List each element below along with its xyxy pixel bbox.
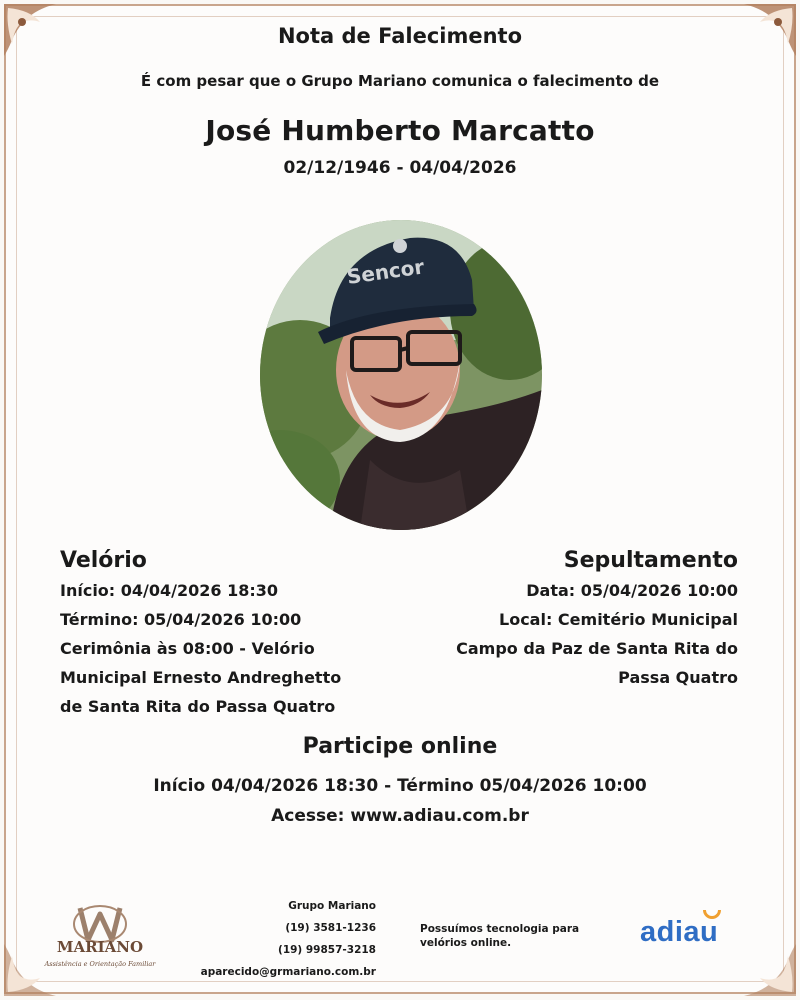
burial-location-line: Campo da Paz de Santa Rita do [456, 639, 738, 658]
burial-title: Sepultamento [563, 548, 738, 573]
adiau-logo-text: adia [640, 916, 701, 948]
page-title: Nota de Falecimento [277, 24, 523, 48]
footer-company: Grupo Mariano [288, 900, 376, 912]
online-times: Início 04/04/2026 18:30 - Término 05/04/2026 10:00 [153, 776, 647, 796]
footer-phone[interactable]: (19) 3581-1236 [285, 922, 376, 934]
burial-date: Data: 05/04/2026 10:00 [526, 581, 738, 600]
footer-email[interactable]: aparecido@grmariano.com.br [200, 966, 376, 978]
adiau-logo-u: u [700, 916, 719, 948]
life-dates: 02/12/1946 - 04/04/2026 [283, 158, 517, 178]
wake-ceremony-line: Cerimônia às 08:00 - Velório [60, 639, 315, 658]
cap-logo-text: Sencor [345, 254, 426, 289]
tech-note-line: Possuímos tecnologia para [420, 923, 580, 935]
adiau-logo [640, 916, 718, 949]
burial-location-line: Local: Cemitério Municipal [499, 610, 738, 629]
intro-text: É com pesar que o Grupo Mariano comunica o falecimento de [140, 72, 660, 90]
wake-ceremony-line: Municipal Ernesto Andreghetto [60, 668, 342, 687]
online-access-link[interactable]: Acesse: www.adiau.com.br [271, 806, 529, 826]
mariano-logo-tagline: Assistência e Orientação Familiar [44, 960, 156, 968]
footer-tech-note [420, 922, 610, 950]
wake-title: Velório [60, 548, 147, 573]
portrait-illustration [260, 220, 542, 530]
wake-ceremony-line: de Santa Rita do Passa Quatro [60, 697, 336, 716]
tech-note-line: velórios online. [420, 937, 512, 949]
mariano-logo-text: MARIANO [56, 938, 144, 956]
footer-contact [150, 895, 376, 983]
burial-location-line: Passa Quatro [618, 668, 738, 687]
burial-section [418, 546, 738, 692]
mariano-logo [44, 900, 156, 972]
wake-start: Início: 04/04/2026 18:30 [60, 581, 279, 600]
deceased-photo [260, 220, 542, 530]
deceased-name: José Humberto Marcatto [205, 114, 595, 147]
wake-section [60, 546, 400, 721]
corner-ornament-icon [740, 940, 800, 1000]
footer-phone[interactable]: (19) 99857-3218 [278, 944, 376, 956]
wake-end: Término: 05/04/2026 10:00 [60, 610, 302, 629]
online-title: Participe online [302, 734, 498, 759]
